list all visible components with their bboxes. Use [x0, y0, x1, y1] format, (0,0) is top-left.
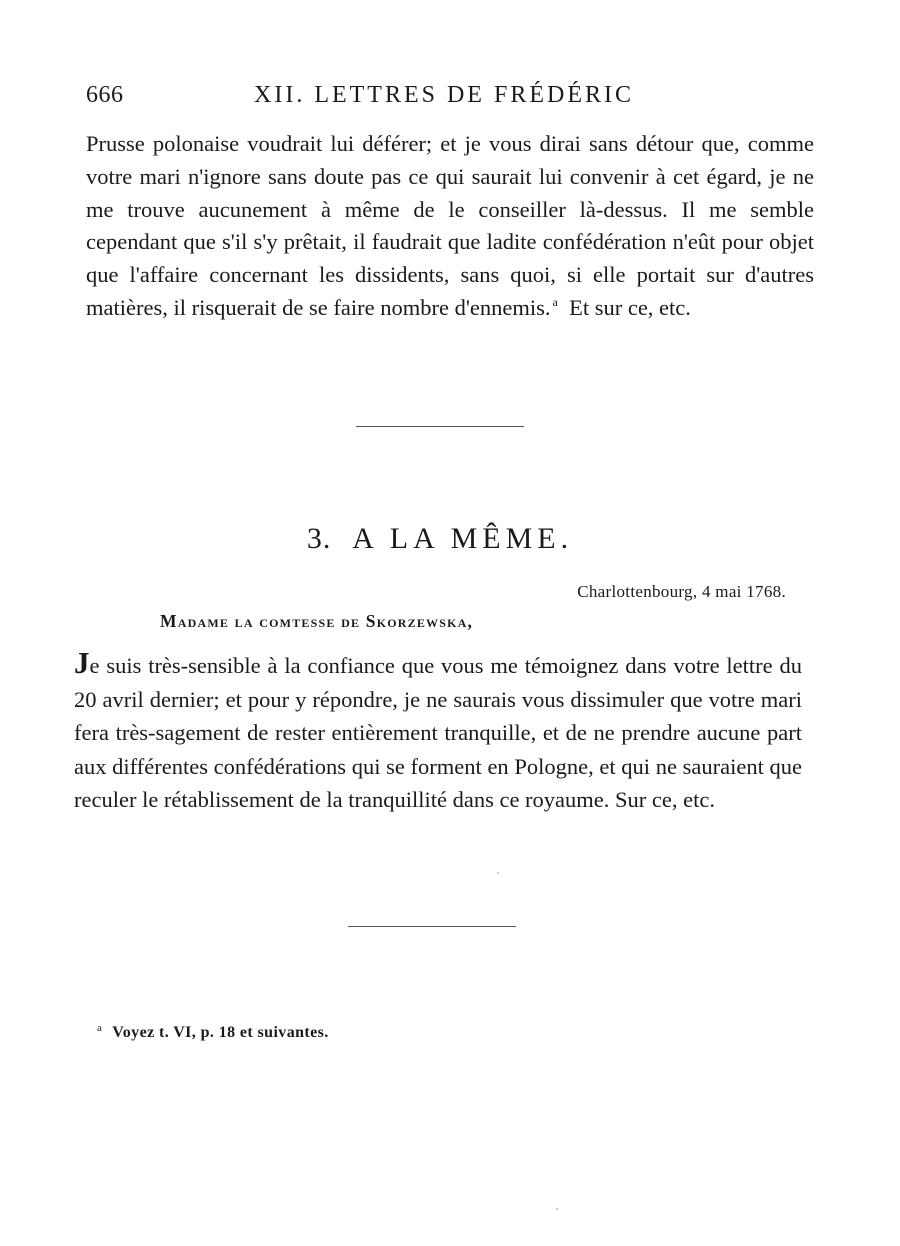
letter-body	[74, 645, 802, 817]
page-speck	[556, 1208, 558, 1210]
section-number: 3.	[306, 522, 332, 555]
footnote-mark: a	[97, 1021, 103, 1034]
page-number: 666	[86, 82, 124, 108]
letter-dateline: Charlottenbourg, 4 mai 1768.	[577, 582, 786, 601]
footnote-text: Voyez t. VI, p. 18 et suivantes.	[112, 1024, 329, 1041]
running-head	[86, 82, 816, 114]
paragraph-continued	[86, 128, 814, 325]
paragraph-closing: Et sur ce, etc.	[569, 294, 691, 320]
section-divider	[356, 426, 524, 427]
letter-body-text: e suis très-sensible à la confiance que vous me témoignez dans votre lettre du 20 avril dernier; et pour y répondre, je ne saurais vous dissimuler que votre mari fera très-sagement de rester entièrement tranquille, et de ne prendre aucune part aux différentes confédérations qui se forment en Pologne, et qui ne sauraient que reculer le rétablissement de la tranquillité dans ce royaume. Sur ce, etc.	[74, 653, 802, 813]
footnote	[97, 1021, 329, 1042]
footnote-reference[interactable]: a	[552, 295, 558, 310]
running-title: XII. LETTRES DE FRÉDÉRIC	[254, 82, 634, 108]
section-heading	[0, 522, 880, 556]
section-title: A LA MÊME.	[352, 522, 574, 555]
drop-cap: J	[74, 645, 90, 680]
end-divider	[348, 926, 516, 927]
letter-salutation: Madame la comtesse de Skorzewska,	[160, 611, 474, 631]
page-speck	[497, 872, 499, 874]
paragraph-text: Prusse polonaise voudrait lui déférer; et je vous dirai sans détour que, comme votre mari n'ignore sans doute pas ce qui saurait lui convenir à cet égard, je ne me trouve aucunement à même de le conseiller là-dessus. Il me semble cependant que s'il s'y prêtait, il faudrait que ladite confédération n'eût pour objet que l'affaire concernant les dissidents, sans quoi, si elle portait sur d'autres matières, il risquerait de se faire nombre d'ennemis.	[86, 131, 814, 320]
